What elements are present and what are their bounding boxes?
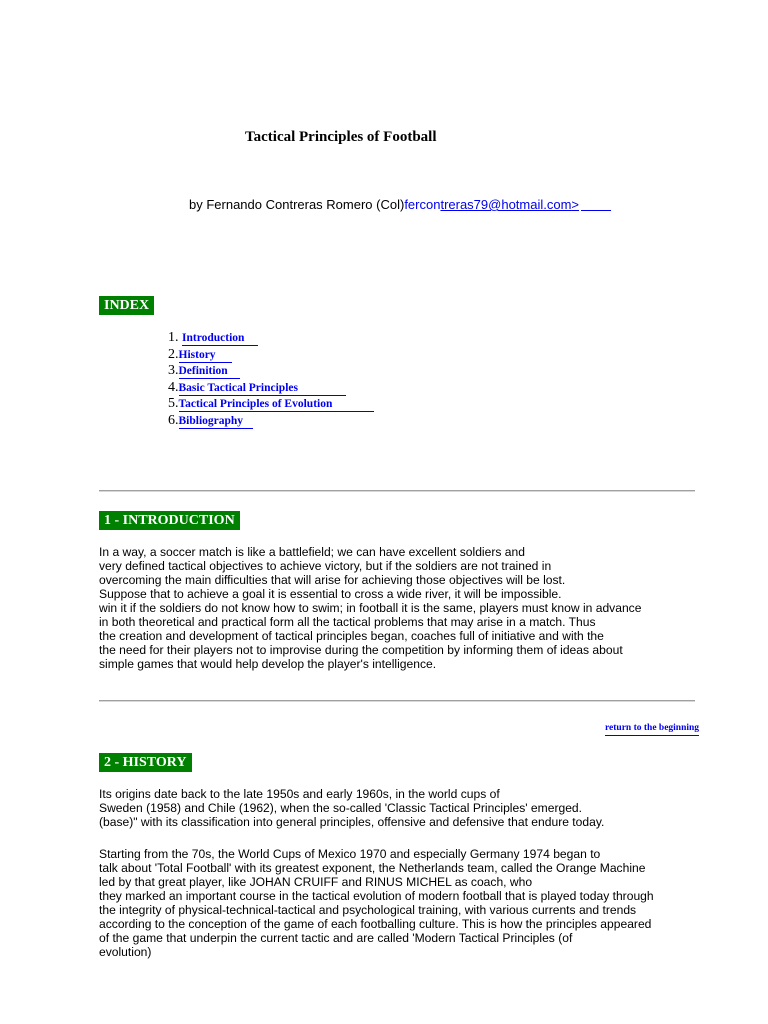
text-line: In a way, a soccer match is like a battlefield; we can have excellent soldiers and — [99, 545, 525, 559]
section-divider — [99, 490, 695, 492]
text-line: Starting from the 70s, the World Cups of Mexico 1970 and especially Germany 1974 began to — [99, 847, 601, 861]
index-item-basic-principles — [168, 380, 374, 397]
section-divider — [99, 700, 695, 702]
text-line: led by that great player, like JOHAN CRUIFF and RINUS MICHEL as coach, who — [99, 875, 533, 889]
text-line: Its origins date back to the late 1950s and early 1960s, in the world cups of — [99, 787, 500, 801]
introduction-heading: 1 - INTRODUCTION — [99, 511, 240, 530]
index-link-bibliography[interactable]: Bibliography — [179, 415, 254, 429]
text-line: overcoming the main difficulties that will arise for achieving those objectives will be lost. — [99, 573, 566, 587]
index-link-history[interactable]: History — [179, 349, 232, 363]
text-line: they marked an important course in the tactical evolution of modern football that is played today through — [99, 889, 654, 903]
index-link-introduction[interactable]: Introduction — [182, 332, 258, 346]
index-list — [168, 330, 374, 429]
introduction-text — [99, 545, 641, 671]
text-line: (base)" with its classification into general principles, offensive and defensive that endure today. — [99, 815, 605, 829]
index-number: 6. — [168, 412, 179, 428]
author-email-link[interactable] — [404, 197, 611, 212]
text-line: Sweden (1958) and Chile (1962), when the so-called 'Classic Tactical Principles' emerged. — [99, 801, 583, 815]
text-line: the integrity of physical-technical-tactical and psychological training, with various currents and trends — [99, 903, 637, 917]
link-underline — [581, 210, 611, 211]
text-line: of the game that underpin the current tactic and are called 'Modern Tactical Principles (of — [99, 931, 573, 945]
text-line: according to the conception of the game of each footballing culture. This is how the principles appeared — [99, 917, 652, 931]
text-line: simple games that would help develop the player's intelligence. — [99, 657, 437, 671]
email-text-suffix: > — [571, 197, 580, 212]
page-title: Tactical Principles of Football — [245, 129, 437, 145]
index-number: 5. — [168, 396, 179, 411]
index-item-introduction — [168, 330, 374, 347]
byline — [189, 197, 611, 212]
index-link-evolution-principles[interactable]: Tactical Principles of Evolution — [179, 398, 375, 412]
history-paragraph-1 — [99, 787, 604, 829]
author-text: by Fernando Contreras Romero (Col) — [189, 197, 405, 212]
index-number: 2. — [168, 346, 179, 362]
index-number: 1. — [168, 330, 179, 345]
history-paragraph-2 — [99, 847, 654, 959]
index-link-definition[interactable]: Definition — [179, 365, 240, 379]
email-text-start: fercon — [404, 197, 441, 212]
index-number: 3. — [168, 363, 179, 378]
text-line: talk about 'Total Football' with its greatest exponent, the Netherlands team, called the Orange Machine — [99, 861, 646, 875]
history-heading: 2 - HISTORY — [99, 753, 192, 772]
index-link-basic-principles[interactable]: Basic Tactical Principles — [179, 382, 346, 396]
text-line: in both theoretical and practical form all the tactical problems that may arise in a match. Thus — [99, 615, 596, 629]
text-line: very defined tactical objectives to achieve victory, but if the soldiers are not trained in — [99, 559, 552, 573]
index-item-definition — [168, 363, 374, 380]
index-number: 4. — [168, 379, 179, 395]
text-line: win it if the soldiers do not know how to swim; in football it is the same, players must know in advance — [99, 601, 642, 615]
return-to-beginning-link[interactable]: return to the beginning — [605, 722, 699, 736]
text-line: the need for their players not to improvise during the competition by informing them of ideas about — [99, 643, 623, 657]
index-item-bibliography — [168, 413, 374, 430]
text-line: evolution) — [99, 945, 152, 959]
index-heading: INDEX — [99, 296, 154, 315]
email-text-underlined: treras79@hotmail.com — [440, 197, 572, 212]
text-line: the creation and development of tactical principles began, coaches full of initiative and with the — [99, 629, 604, 643]
index-item-history — [168, 347, 374, 364]
index-item-evolution-principles — [168, 396, 374, 413]
text-line: Suppose that to achieve a goal it is essential to cross a wide river, it will be impossible. — [99, 587, 562, 601]
